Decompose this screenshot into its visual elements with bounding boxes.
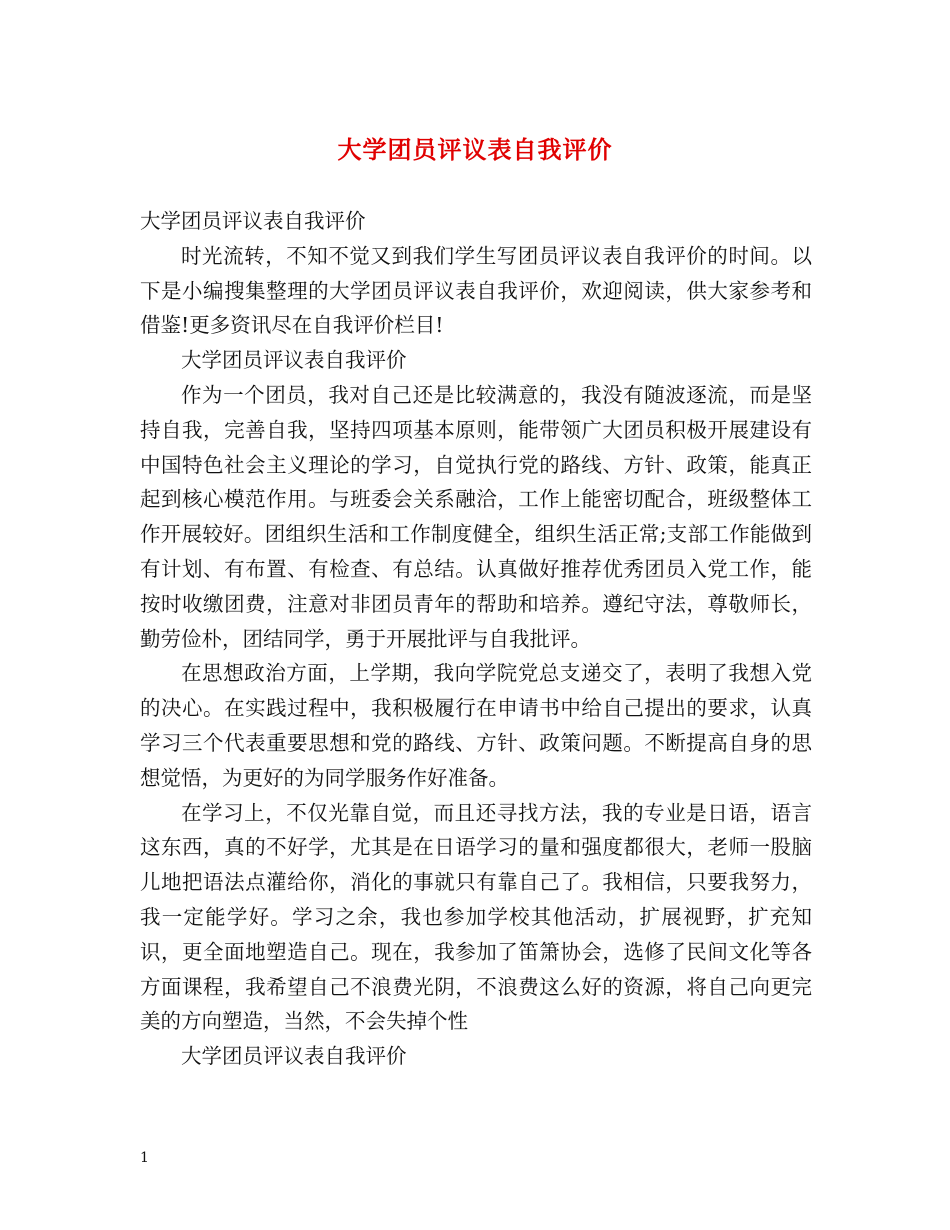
paragraph-subheading: 大学团员评议表自我评价 — [181, 1044, 407, 1069]
paragraph-body: 作为一个团员，我对自己还是比较满意的，我没有随波逐流，而是坚持自我，完善自我，坚持四项基本原则，能带领广大团员积极开展建设有中国特色社会主义理论的学习，自觉执行党的路线、方针、政策，能真正起到核心模范作用。与班委会关系融洽，工作上能密切配合，班级整体工作开展较好。团组织生活和工作制度健全，组织生活正常;支部工作能做到有计划、有布置、有检查、有总结。认真做好推荐优秀团员入党工作，能按时收缴团费，注意对非团员青年的帮助和培养。遵纪守法，尊敬师长，勤劳俭朴，团结同学，勇于开展批评与自我批评。 — [140, 382, 812, 651]
paragraph-intro: 时光流转，不知不觉又到我们学生写团员评议表自我评价的时间。以下是小编搜集整理的大学团员评议表自我评价，欢迎阅读，供大家参考和借鉴!更多资讯尽在自我评价栏目! — [140, 243, 812, 338]
paragraph-heading: 大学团员评议表自我评价 — [140, 209, 366, 233]
paragraph-body: 在思想政治方面，上学期，我向学院党总支递交了，表明了我想入党的决心。在实践过程中，我积极履行在申请书中给自己提出的要求，认真学习三个代表重要思想和党的路线、方针、政策问题。不断提高自身的思想觉悟，为更好的为同学服务作好准备。 — [140, 661, 812, 790]
document-title: 大学团员评议表自我评价 — [337, 135, 613, 164]
page-number: 1 — [140, 1150, 149, 1166]
paragraph-body: 在学习上，不仅光靠自觉，而且还寻找方法，我的专业是日语，语言这东西，真的不好学，尤其是在日语学习的量和强度都很大，老师一股脑儿地把语法点灌给你，消化的事就只有靠自己了。我相信，只要我努力，我一定能学好。学习之余，我也参加学校其他活动，扩展视野，扩充知识，更全面地塑造自己。现在，我参加了笛箫协会，选修了民间文化等各方面课程，我希望自己不浪费光阴，不浪费这么好的资源，将自己向更完美的方向塑造，当然，不会失掉个性 — [140, 800, 812, 1034]
document-body — [140, 204, 812, 1074]
paragraph-subheading: 大学团员评议表自我评价 — [181, 348, 407, 373]
